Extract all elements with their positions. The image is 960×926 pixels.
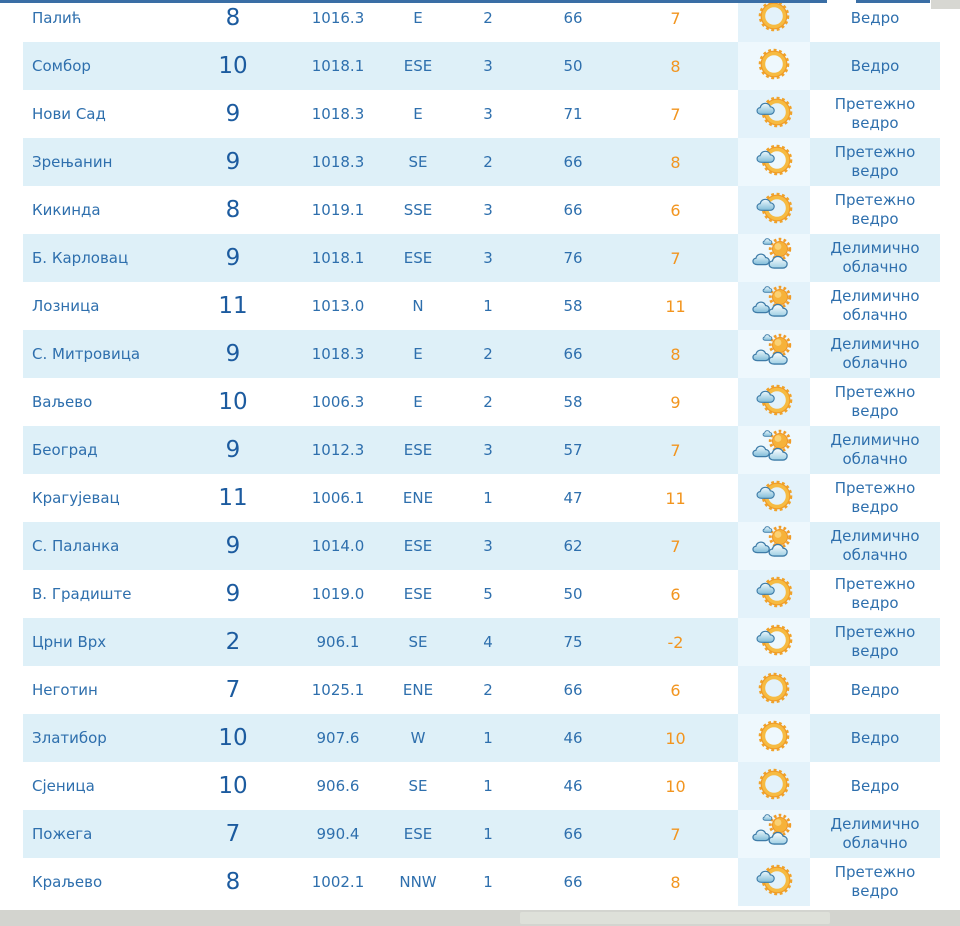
partly-cloudy-icon bbox=[749, 524, 799, 568]
humidity-value: 66 bbox=[563, 681, 583, 699]
feels-like-value: 10 bbox=[665, 728, 686, 748]
mostly-clear-icon bbox=[752, 476, 796, 520]
city-name: Сјеница bbox=[32, 777, 95, 795]
wind-direction-value: E bbox=[413, 9, 423, 27]
wind-speed-value: 1 bbox=[483, 873, 493, 891]
pressure-value: 1018.3 bbox=[311, 153, 365, 171]
mostly-clear-icon bbox=[752, 572, 796, 616]
weather-description-cell bbox=[810, 191, 940, 229]
wind-speed-value: 3 bbox=[483, 537, 493, 555]
weather-table bbox=[23, 0, 940, 906]
weather-description-cell bbox=[810, 777, 940, 796]
pressure-value: 1006.1 bbox=[311, 489, 365, 507]
city-name: Ваљево bbox=[32, 393, 93, 411]
weather-description: Ведро bbox=[850, 776, 900, 795]
table-row bbox=[23, 378, 940, 426]
weather-description: Претежно ведро bbox=[834, 143, 916, 180]
mostly-clear-icon bbox=[752, 92, 796, 136]
partly-cloudy-icon bbox=[749, 812, 799, 856]
clear-sky-icon bbox=[754, 668, 794, 712]
pressure-value: 1019.0 bbox=[311, 585, 365, 603]
wind-direction-value: ESE bbox=[403, 537, 433, 555]
feels-like-value: 7 bbox=[670, 8, 681, 28]
feels-like-value: 7 bbox=[670, 824, 681, 844]
pressure-value: 1006.3 bbox=[311, 393, 365, 411]
weather-description-cell bbox=[810, 335, 940, 373]
weather-icon-cell bbox=[738, 282, 810, 330]
pressure-value: 1002.1 bbox=[311, 873, 365, 891]
weather-icon-cell bbox=[738, 762, 810, 810]
pressure-value: 990.4 bbox=[316, 825, 360, 843]
weather-description: Претежно ведро bbox=[834, 575, 916, 612]
wind-direction-value: SE bbox=[408, 633, 428, 651]
humidity-value: 66 bbox=[563, 873, 583, 891]
wind-direction-value: ESE bbox=[403, 825, 433, 843]
weather-description: Претежно ведро bbox=[834, 623, 916, 660]
weather-icon-cell bbox=[738, 858, 810, 906]
humidity-value: 66 bbox=[563, 153, 583, 171]
city-name: Крагујевац bbox=[32, 489, 120, 507]
weather-icon-cell bbox=[738, 90, 810, 138]
city-name: Златибор bbox=[32, 729, 107, 747]
table-row bbox=[23, 90, 940, 138]
humidity-value: 50 bbox=[563, 57, 583, 75]
weather-description-cell bbox=[810, 863, 940, 901]
pressure-value: 1014.0 bbox=[311, 537, 365, 555]
mostly-clear-icon bbox=[752, 188, 796, 232]
weather-description-cell bbox=[810, 239, 940, 277]
humidity-value: 50 bbox=[563, 585, 583, 603]
weather-description-cell bbox=[810, 431, 940, 469]
wind-direction-value: E bbox=[413, 345, 423, 363]
pressure-value: 1016.3 bbox=[311, 9, 365, 27]
humidity-value: 76 bbox=[563, 249, 583, 267]
city-name: С. Митровица bbox=[32, 345, 141, 363]
humidity-value: 58 bbox=[563, 297, 583, 315]
weather-description: Делимично облачно bbox=[830, 431, 920, 468]
table-row bbox=[23, 810, 940, 858]
humidity-value: 47 bbox=[563, 489, 583, 507]
weather-description-cell bbox=[810, 815, 940, 853]
weather-description-cell bbox=[810, 287, 940, 325]
temperature-value: 8 bbox=[225, 197, 241, 223]
wind-speed-value: 3 bbox=[483, 105, 493, 123]
wind-direction-value: ESE bbox=[403, 585, 433, 603]
partly-cloudy-icon bbox=[749, 428, 799, 472]
table-row bbox=[23, 234, 940, 282]
wind-direction-value: W bbox=[410, 729, 426, 747]
weather-description: Претежно ведро bbox=[834, 95, 916, 132]
wind-direction-value: SE bbox=[408, 777, 428, 795]
wind-direction-value: ENE bbox=[402, 681, 434, 699]
humidity-value: 62 bbox=[563, 537, 583, 555]
wind-direction-value: E bbox=[413, 393, 423, 411]
temperature-value: 10 bbox=[218, 389, 248, 415]
wind-speed-value: 2 bbox=[483, 9, 493, 27]
wind-direction-value: ENE bbox=[402, 489, 434, 507]
table-row bbox=[23, 186, 940, 234]
pressure-value: 1025.1 bbox=[311, 681, 365, 699]
weather-icon-cell bbox=[738, 330, 810, 378]
feels-like-value: 6 bbox=[670, 584, 681, 604]
humidity-value: 46 bbox=[563, 777, 583, 795]
humidity-value: 66 bbox=[563, 9, 583, 27]
pressure-value: 906.1 bbox=[316, 633, 360, 651]
feels-like-value: 10 bbox=[665, 776, 686, 796]
temperature-value: 9 bbox=[225, 101, 241, 127]
pressure-value: 1018.3 bbox=[311, 105, 365, 123]
feels-like-value: -2 bbox=[667, 632, 684, 652]
weather-description-cell bbox=[810, 9, 940, 28]
clear-sky-icon bbox=[754, 44, 794, 88]
mostly-clear-icon bbox=[752, 380, 796, 424]
weather-icon-cell bbox=[738, 570, 810, 618]
temperature-value: 10 bbox=[218, 773, 248, 799]
pressure-value: 1012.3 bbox=[311, 441, 365, 459]
wind-speed-value: 3 bbox=[483, 249, 493, 267]
table-row bbox=[23, 0, 940, 42]
humidity-value: 66 bbox=[563, 201, 583, 219]
weather-icon-cell bbox=[738, 234, 810, 282]
temperature-value: 7 bbox=[225, 677, 241, 703]
weather-description: Делимично облачно bbox=[830, 815, 920, 852]
weather-description: Ведро bbox=[850, 680, 900, 699]
feels-like-value: 9 bbox=[670, 392, 681, 412]
pressure-value: 1018.1 bbox=[311, 249, 365, 267]
weather-icon-cell bbox=[738, 138, 810, 186]
table-row bbox=[23, 330, 940, 378]
feels-like-value: 11 bbox=[665, 488, 686, 508]
wind-speed-value: 2 bbox=[483, 345, 493, 363]
table-row bbox=[23, 858, 940, 906]
weather-description-cell bbox=[810, 681, 940, 700]
wind-direction-value: ESE bbox=[403, 57, 433, 75]
weather-icon-cell bbox=[738, 378, 810, 426]
city-name: Сомбор bbox=[32, 57, 91, 75]
temperature-value: 2 bbox=[225, 629, 241, 655]
wind-speed-value: 1 bbox=[483, 777, 493, 795]
table-row bbox=[23, 282, 940, 330]
weather-description: Претежно ведро bbox=[834, 479, 916, 516]
city-name: Црни Врх bbox=[32, 633, 107, 651]
table-row bbox=[23, 42, 940, 90]
humidity-value: 66 bbox=[563, 825, 583, 843]
wind-direction-value: E bbox=[413, 105, 423, 123]
pressure-value: 1013.0 bbox=[311, 297, 365, 315]
humidity-value: 46 bbox=[563, 729, 583, 747]
weather-icon-cell bbox=[738, 618, 810, 666]
pressure-value: 906.6 bbox=[316, 777, 360, 795]
clear-sky-icon bbox=[754, 764, 794, 808]
weather-description: Претежно ведро bbox=[834, 383, 916, 420]
partly-cloudy-icon bbox=[749, 332, 799, 376]
wind-speed-value: 1 bbox=[483, 825, 493, 843]
wind-speed-value: 2 bbox=[483, 681, 493, 699]
city-name: Кикинда bbox=[32, 201, 101, 219]
weather-description: Претежно ведро bbox=[834, 863, 916, 900]
wind-speed-value: 3 bbox=[483, 201, 493, 219]
wind-direction-value: SSE bbox=[403, 201, 433, 219]
city-name: Краљево bbox=[32, 873, 103, 891]
wind-direction-value: N bbox=[412, 297, 424, 315]
wind-speed-value: 4 bbox=[483, 633, 493, 651]
temperature-value: 11 bbox=[218, 293, 248, 319]
table-header-border-right bbox=[856, 0, 930, 3]
temperature-value: 9 bbox=[225, 437, 241, 463]
wind-direction-value: SE bbox=[408, 153, 428, 171]
table-row bbox=[23, 474, 940, 522]
temperature-value: 9 bbox=[225, 149, 241, 175]
weather-description-cell bbox=[810, 479, 940, 517]
wind-speed-value: 2 bbox=[483, 393, 493, 411]
wind-speed-value: 2 bbox=[483, 153, 493, 171]
weather-description-cell bbox=[810, 57, 940, 76]
feels-like-value: 6 bbox=[670, 680, 681, 700]
temperature-value: 10 bbox=[218, 725, 248, 751]
mostly-clear-icon bbox=[752, 860, 796, 904]
clear-sky-icon bbox=[754, 716, 794, 760]
horizontal-scrollbar[interactable] bbox=[0, 910, 960, 926]
pressure-value: 1018.3 bbox=[311, 345, 365, 363]
table-row bbox=[23, 666, 940, 714]
table-row bbox=[23, 522, 940, 570]
wind-speed-value: 3 bbox=[483, 441, 493, 459]
wind-speed-value: 1 bbox=[483, 489, 493, 507]
weather-description: Делимично облачно bbox=[830, 527, 920, 564]
weather-icon-cell bbox=[738, 474, 810, 522]
weather-icon-cell bbox=[738, 42, 810, 90]
mostly-clear-icon bbox=[752, 620, 796, 664]
city-name: Пожега bbox=[32, 825, 93, 843]
city-name: Б. Карловац bbox=[32, 249, 129, 267]
weather-description-cell bbox=[810, 383, 940, 421]
weather-description: Делимично облачно bbox=[830, 335, 920, 372]
feels-like-value: 8 bbox=[670, 56, 681, 76]
temperature-value: 9 bbox=[225, 245, 241, 271]
table-row bbox=[23, 138, 940, 186]
weather-description: Делимично облачно bbox=[830, 239, 920, 276]
table-row bbox=[23, 714, 940, 762]
weather-icon-cell bbox=[738, 186, 810, 234]
humidity-value: 57 bbox=[563, 441, 583, 459]
feels-like-value: 8 bbox=[670, 872, 681, 892]
partly-cloudy-icon bbox=[749, 236, 799, 280]
city-name: Неготин bbox=[32, 681, 98, 699]
temperature-value: 8 bbox=[225, 869, 241, 895]
weather-description: Ведро bbox=[850, 8, 900, 27]
table-row bbox=[23, 618, 940, 666]
temperature-value: 10 bbox=[218, 53, 248, 79]
weather-description: Претежно ведро bbox=[834, 191, 916, 228]
weather-icon-cell bbox=[738, 810, 810, 858]
feels-like-value: 8 bbox=[670, 152, 681, 172]
temperature-value: 8 bbox=[225, 5, 241, 31]
humidity-value: 58 bbox=[563, 393, 583, 411]
humidity-value: 71 bbox=[563, 105, 583, 123]
weather-description-cell bbox=[810, 527, 940, 565]
weather-description-cell bbox=[810, 95, 940, 133]
weather-description-cell bbox=[810, 729, 940, 748]
temperature-value: 7 bbox=[225, 821, 241, 847]
weather-icon-cell bbox=[738, 666, 810, 714]
horizontal-scrollbar-thumb[interactable] bbox=[520, 912, 830, 924]
feels-like-value: 7 bbox=[670, 440, 681, 460]
vertical-scrollbar-top[interactable] bbox=[931, 0, 960, 9]
feels-like-value: 11 bbox=[665, 296, 686, 316]
wind-speed-value: 5 bbox=[483, 585, 493, 603]
table-header-border-left bbox=[0, 0, 827, 3]
table-row bbox=[23, 570, 940, 618]
temperature-value: 9 bbox=[225, 341, 241, 367]
table-row bbox=[23, 426, 940, 474]
wind-direction-value: NNW bbox=[399, 873, 437, 891]
wind-speed-value: 1 bbox=[483, 729, 493, 747]
city-name: Нови Сад bbox=[32, 105, 106, 123]
weather-icon-cell bbox=[738, 426, 810, 474]
weather-description: Ведро bbox=[850, 56, 900, 75]
temperature-value: 11 bbox=[218, 485, 248, 511]
weather-description-cell bbox=[810, 575, 940, 613]
wind-direction-value: ESE bbox=[403, 441, 433, 459]
wind-speed-value: 3 bbox=[483, 57, 493, 75]
city-name: Палић bbox=[32, 9, 82, 27]
wind-direction-value: ESE bbox=[403, 249, 433, 267]
city-name: Зрењанин bbox=[32, 153, 113, 171]
pressure-value: 1019.1 bbox=[311, 201, 365, 219]
weather-icon-cell bbox=[738, 0, 810, 42]
city-name: С. Паланка bbox=[32, 537, 120, 555]
weather-description-cell bbox=[810, 623, 940, 661]
temperature-value: 9 bbox=[225, 581, 241, 607]
feels-like-value: 7 bbox=[670, 104, 681, 124]
temperature-value: 9 bbox=[225, 533, 241, 559]
weather-description: Ведро bbox=[850, 728, 900, 747]
humidity-value: 66 bbox=[563, 345, 583, 363]
clear-sky-icon bbox=[754, 0, 794, 40]
city-name: Београд bbox=[32, 441, 98, 459]
weather-description: Делимично облачно bbox=[830, 287, 920, 324]
wind-speed-value: 1 bbox=[483, 297, 493, 315]
mostly-clear-icon bbox=[752, 140, 796, 184]
pressure-value: 907.6 bbox=[316, 729, 360, 747]
table-row bbox=[23, 762, 940, 810]
city-name: В. Градиште bbox=[32, 585, 132, 603]
pressure-value: 1018.1 bbox=[311, 57, 365, 75]
feels-like-value: 6 bbox=[670, 200, 681, 220]
feels-like-value: 7 bbox=[670, 248, 681, 268]
feels-like-value: 7 bbox=[670, 536, 681, 556]
weather-description-cell bbox=[810, 143, 940, 181]
partly-cloudy-icon bbox=[749, 284, 799, 328]
city-name: Лозница bbox=[32, 297, 100, 315]
humidity-value: 75 bbox=[563, 633, 583, 651]
weather-icon-cell bbox=[738, 714, 810, 762]
feels-like-value: 8 bbox=[670, 344, 681, 364]
weather-icon-cell bbox=[738, 522, 810, 570]
